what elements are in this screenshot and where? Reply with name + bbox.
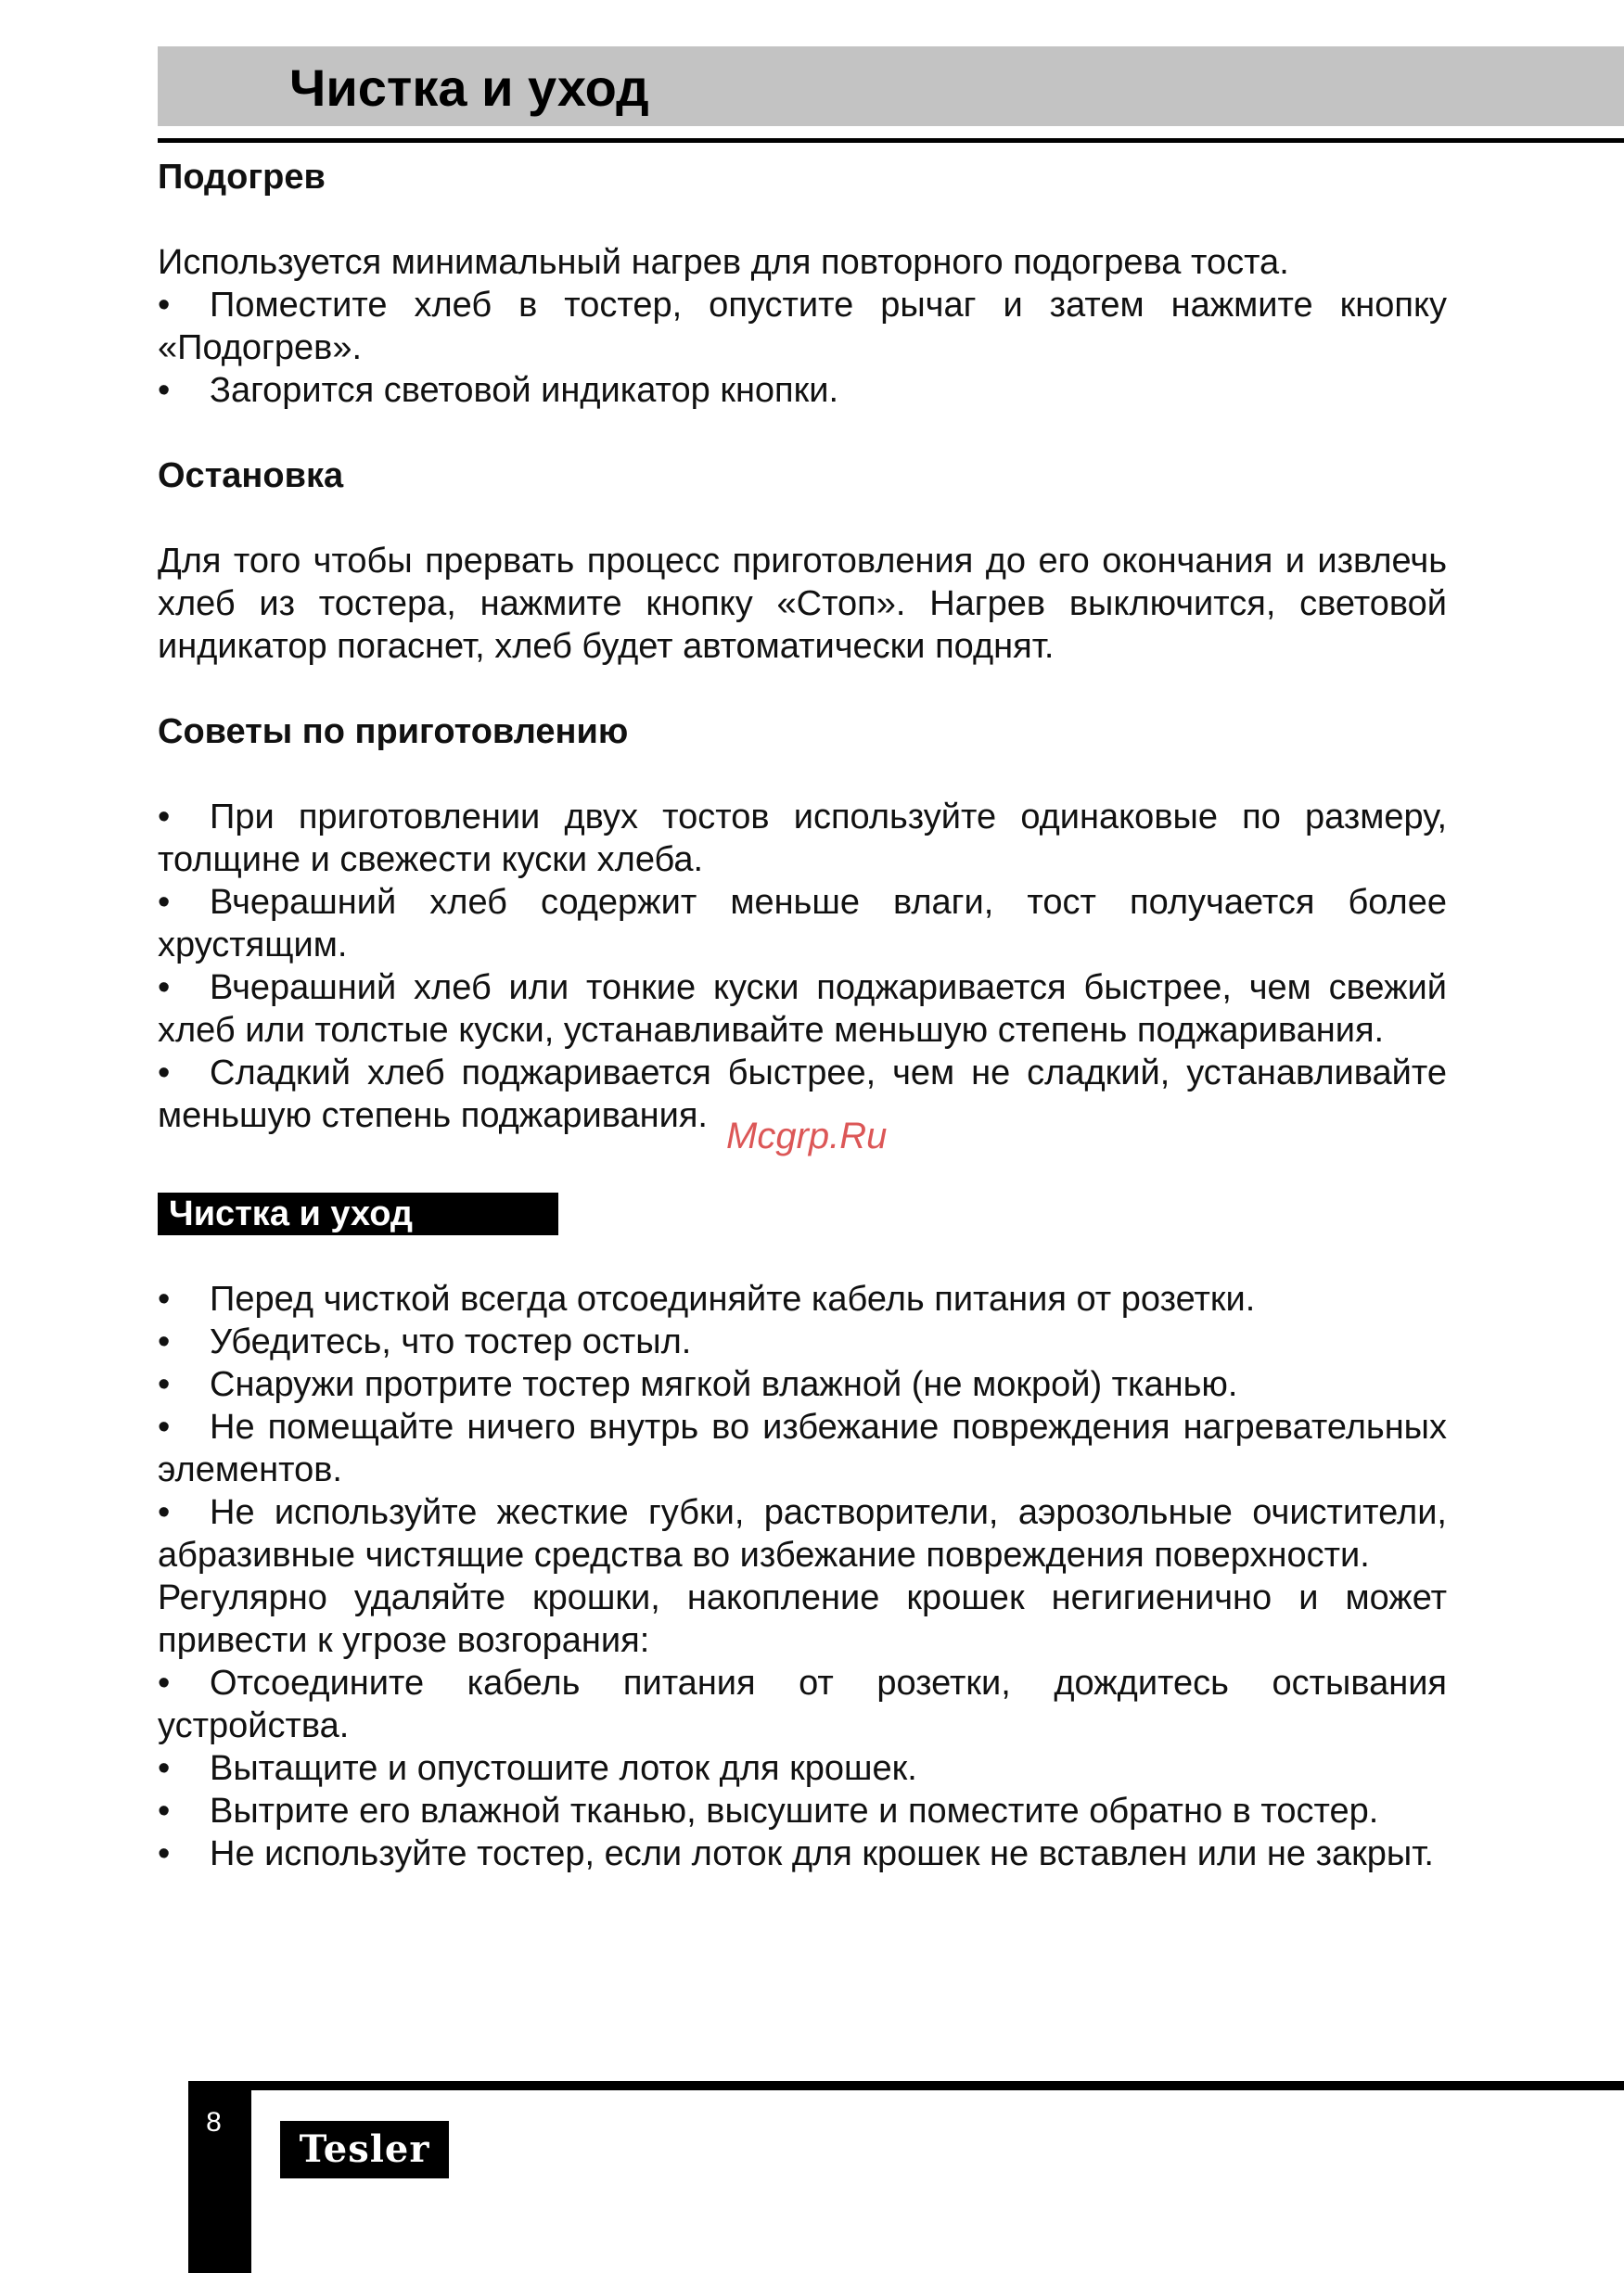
bullet-icon: •	[158, 1053, 171, 1092]
list-item: • Отсоедините кабель питания от розетки, дождитесь остывания устройства.	[158, 1664, 1447, 1745]
header-rule	[158, 138, 1624, 143]
paragraph: Используется минимальный нагрев для повторного подогрева тоста.	[158, 243, 1289, 282]
page-title: Чистка и уход	[289, 58, 649, 117]
list-item: • Поместите хлеб в тостер, опустите рычаг и затем нажмите кнопку «Подогрев».	[158, 286, 1447, 367]
list-item: • Снаружи протрите тостер мягкой влажной (не мокрой) тканью.	[158, 1365, 1238, 1404]
list-item: • Не используйте тостер, если лоток для крошек не вставлен или не закрыт.	[158, 1834, 1434, 1873]
bullet-icon: •	[158, 1322, 171, 1361]
bullet-icon: •	[158, 1834, 171, 1873]
section-heading-tips: Советы по приготовлению	[158, 712, 629, 751]
bullet-icon: •	[158, 1664, 171, 1703]
list-item: • Не помещайте ничего внутрь во избежание повреждения нагревательных элементов.	[158, 1408, 1447, 1489]
footer-rule	[188, 2081, 1624, 2090]
section-heading-stop: Остановка	[158, 456, 344, 495]
content	[158, 156, 1447, 1875]
list-item: • Сладкий хлеб поджаривается быстрее, чем не сладкий, устанавливайте меньшую степень поджаривания.	[158, 1053, 1447, 1135]
page-number: 8	[206, 2107, 222, 2138]
list-item: • При приготовлении двух тостов используйте одинаковые по размеру, толщине и свежести куски хлеба.	[158, 798, 1447, 879]
section-heading-reheat: Подогрев	[158, 158, 326, 197]
bullet-icon: •	[158, 968, 171, 1007]
paragraph: Для того чтобы прервать процесс приготовления до его окончания и извлечь хлеб из тостера, нажмите кнопку «Стоп». Нагрев выключится, световой индикатор погаснет, хлеб будет автоматически поднят.	[158, 542, 1447, 666]
list-item: • Перед чисткой всегда отсоединяйте кабель питания от розетки.	[158, 1280, 1256, 1319]
list-item: • Убедитесь, что тостер остыл.	[158, 1322, 692, 1361]
bullet-icon: •	[158, 1792, 171, 1831]
bullet-icon: •	[158, 798, 171, 836]
section-heading-care: Чистка и уход	[158, 1193, 558, 1235]
list-item: • Загорится световой индикатор кнопки.	[158, 371, 839, 410]
bullet-icon: •	[158, 1493, 171, 1532]
brand-logo: Tesler	[280, 2121, 449, 2178]
bullet-icon: •	[158, 1408, 171, 1447]
list-item: • Вытрите его влажной тканью, высушите и поместите обратно в тостер.	[158, 1792, 1379, 1831]
bullet-icon: •	[158, 1749, 171, 1788]
list-item: • Вчерашний хлеб содержит меньше влаги, тост получается более хрустящим.	[158, 883, 1447, 964]
bullet-icon: •	[158, 883, 171, 922]
bullet-icon: •	[158, 1365, 171, 1404]
list-item: • Вчерашний хлеб или тонкие куски поджаривается быстрее, чем свежий хлеб или толстые куски, устанавливайте меньшую степень поджаривания.	[158, 968, 1447, 1050]
list-item: • Вытащите и опустошите лоток для крошек.	[158, 1749, 917, 1788]
bullet-icon: •	[158, 1280, 171, 1319]
list-item: • Не используйте жесткие губки, растворители, аэрозольные очистители, абразивные чистящие средства во избежание повреждения поверхности.	[158, 1493, 1447, 1575]
bullet-icon: •	[158, 286, 171, 325]
bullet-icon: •	[158, 371, 171, 410]
watermark: Mcgrp.Ru	[726, 1116, 888, 1156]
paragraph: Регулярно удаляйте крошки, накопление крошек негигиенично и может привести к угрозе возгорания:	[158, 1578, 1447, 1660]
